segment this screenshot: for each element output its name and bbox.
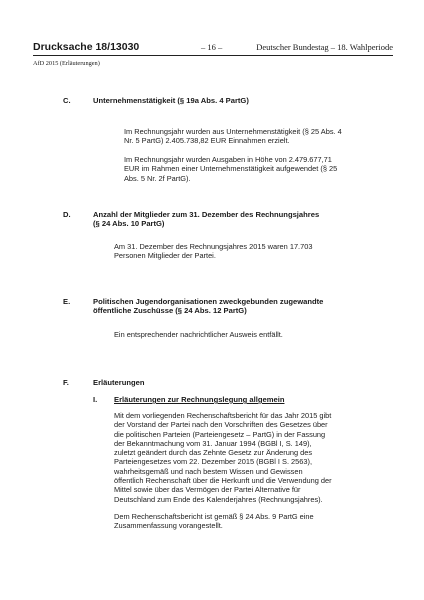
text-line: Mittel sowie über das Vermögen der Partei Alternative für (114, 485, 301, 495)
page-number: – 16 – (201, 42, 223, 52)
section-d-paragraph (114, 242, 312, 261)
text-line: Deutschland zum Ende des Kalenderjahres (Rechnungsjahres). (114, 494, 323, 504)
section-c-letter: C. (63, 96, 71, 105)
text-line: der Vorstand der Partei nach den Vorschriften des Gesetzes über (114, 420, 328, 430)
text-line: wahrheitsgemäß und nach bestem Wissen und Gewissen (114, 466, 303, 476)
title-line: (§ 24 Abs. 10 PartG) (93, 219, 165, 229)
text-line: Zusammenfassung vorangestellt. (114, 521, 223, 531)
subsection-i-paragraph-1 (114, 411, 332, 504)
text-line: zuletzt geändert durch das Zehnte Gesetz zur Änderung des (114, 448, 313, 458)
document-number-prefix: Drucksache 18/ (33, 41, 111, 53)
text-line: Personen Mitglieder der Partei. (114, 251, 216, 261)
text-line: der Bekanntmachung vom 31. Januar 1994 (BGBl I, S. 149), (114, 438, 312, 448)
text-line: Parteiengesetzes vom 22. Dezember 2015 (BGBl I S. 2563), (114, 457, 313, 467)
text-line: Dem Rechenschaftsbericht ist gemäß § 24 Abs. 9 PartG eine (114, 512, 314, 521)
section-d-title (93, 210, 319, 229)
text-line: EUR im Rahmen einer Unternehmenstätigkeit aufgewendet (§ 25 (124, 164, 338, 174)
text-line: Abs. 5 Nr. 2f PartG). (124, 173, 191, 183)
title-line: Anzahl der Mitglieder zum 31. Dezember des Rechnungsjahres (93, 210, 320, 219)
section-c-title: Unternehmenstätigkeit (§ 19a Abs. 4 PartG) (93, 96, 249, 105)
text-line: die politischen Parteien (Parteiengesetz – PartG) in der Fassung (114, 429, 326, 439)
section-d-letter: D. (63, 210, 71, 219)
title-line: öffentliche Zuschüsse (§ 24 Abs. 12 PartG) (93, 306, 247, 316)
report-subheader: AfD 2015 (Erläuterungen) (33, 60, 100, 67)
title-line: Politischen Jugendorganisationen zweckgebunden zugewandte (93, 297, 324, 306)
parliament-period: Deutscher Bundestag – 18. Wahlperiode (256, 42, 393, 52)
text-line: Nr. 5 PartG) 2.405.738,82 EUR Einnahmen erzielt. (124, 136, 290, 146)
text-line: Mit dem vorliegenden Rechenschaftsbericht für das Jahr 2015 gibt (114, 411, 332, 420)
text-line: Ein entsprechender nachrichtlicher Ausweis entfällt. (114, 330, 283, 339)
text-line: Im Rechnungsjahr wurden Ausgaben in Höhe von 2.479.677,71 (124, 155, 332, 164)
section-c-paragraph-2 (124, 155, 337, 183)
document-number-value: 13030 (110, 41, 140, 53)
subsection-i-number: I. (93, 395, 98, 404)
section-f-letter: F. (63, 378, 69, 387)
section-e-letter: E. (63, 297, 71, 306)
page-header (33, 41, 393, 56)
section-e-paragraph (114, 330, 283, 339)
section-f-title: Erläuterungen (93, 378, 145, 387)
section-e-title (93, 297, 323, 316)
section-c-paragraph-1 (124, 127, 342, 146)
subsection-i-paragraph-2 (114, 512, 314, 531)
document-number (33, 41, 139, 53)
text-line: Am 31. Dezember des Rechnungsjahres 2015 waren 17.703 (114, 242, 313, 251)
subsection-i-title: Erläuterungen zur Rechnungslegung allgemein (114, 395, 285, 404)
text-line: Im Rechnungsjahr wurden aus Unternehmenstätigkeit (§ 25 Abs. 4 (124, 127, 342, 136)
text-line: öffentlich Rechenschaft über die Herkunft und die Verwendung der (114, 476, 332, 486)
